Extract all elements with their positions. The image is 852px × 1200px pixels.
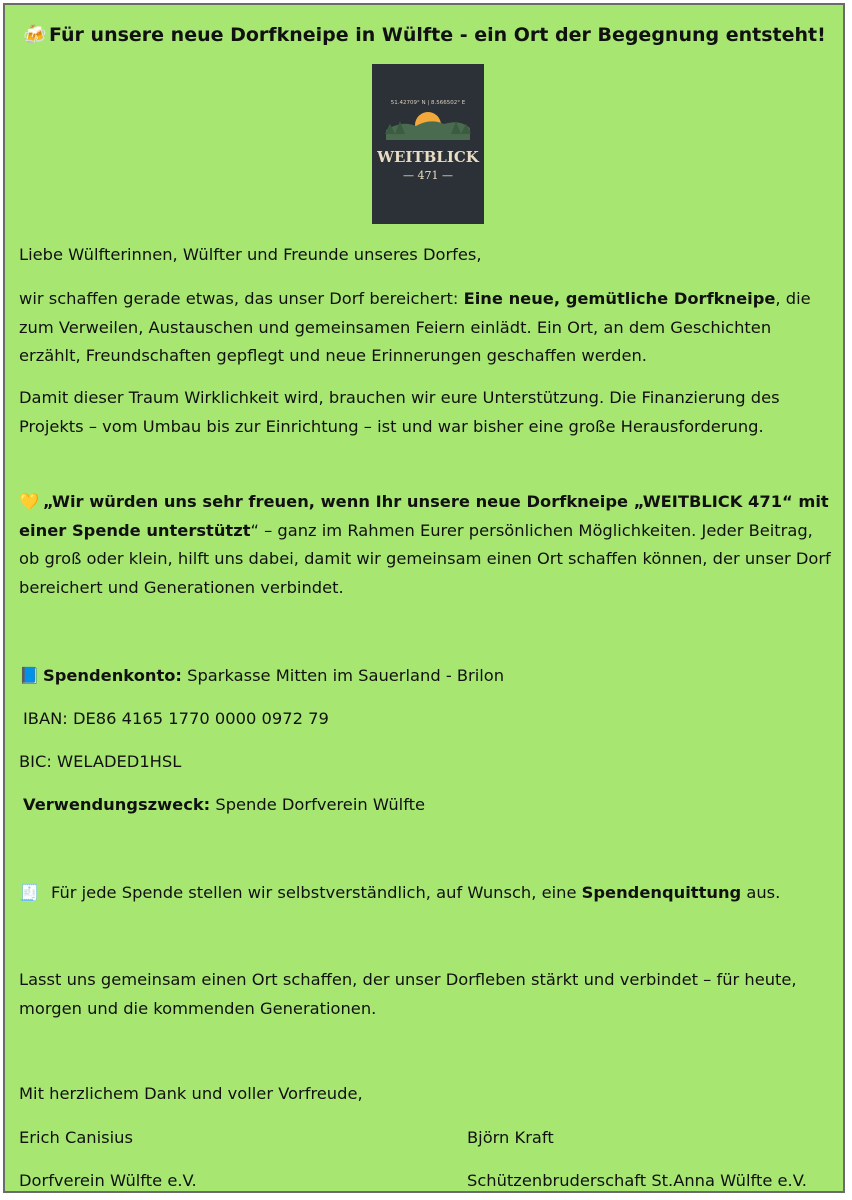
logo-name: WEITBLICK: [377, 148, 479, 166]
receipt-bold: Spendenquittung: [581, 883, 742, 902]
closing-paragraph: Lasst uns gemeinsam einen Ort schaffen, der unser Dorfleben stärkt und verbindet – für heute, morgen und die kommenden Generationen.: [19, 970, 797, 1018]
flyer-page: [3, 3, 845, 1193]
account-label: Spendenkonto:: [43, 666, 182, 685]
weitblick-logo: [372, 64, 484, 224]
book-icon: 📘: [19, 666, 40, 685]
logo-graphic: [372, 64, 484, 224]
donation-quote: „Wir würden uns sehr freuen, wenn Ihr unsere neue Dorfkneipe „WEITBLICK 471“ mit einer Spende unterstützt: [19, 492, 829, 540]
purpose-line: [23, 791, 838, 820]
receipt-line: 🧾 Für jede Spende stellen wir selbstverständlich, auf Wunsch, eine Spendenquittung aus.: [19, 879, 834, 908]
page-title: [23, 23, 833, 46]
thanks-line: Mit herzlichem Dank und voller Vorfreude,: [19, 1084, 363, 1103]
highlight-dorfkneipe: Eine neue, gemütliche Dorfkneipe: [463, 289, 776, 308]
greeting: Liebe Wülfterinnen, Wülfter und Freunde unseres Dorfes,: [19, 245, 482, 264]
bank-name: Sparkasse Mitten im Sauerland - Brilon: [181, 666, 505, 685]
title-text: Für unsere neue Dorfkneipe in Wülfte - ein Ort der Begegnung entsteht!: [49, 24, 826, 46]
yellow-heart-icon: 💛: [19, 492, 40, 511]
paragraph-donation-request: 💛 „Wir würden uns sehr freuen, wenn Ihr unsere neue Dorfkneipe „WEITBLICK 471“ mit einer Spende unterstützt“ – ganz im Rahmen Eurer persönlichen Möglichkeiten. Jeder Beitrag, ob groß oder klein, hilft uns dabei, damit wir gemeinsam einen Ort schaffen können, der unser Dorf bereichert und Generationen verbindet.: [19, 488, 834, 602]
purpose-value: Spende Dorfverein Wülfte: [210, 795, 426, 814]
logo-coords: 51.42709° N | 8.566502° E: [390, 100, 466, 106]
beer-icon: 🍻: [23, 24, 47, 46]
purpose-label: Verwendungszweck:: [23, 795, 211, 814]
signature-right-org: Schützenbruderschaft St.Anna Wülfte e.V.: [467, 1171, 807, 1190]
signature-left-org: Dorfverein Wülfte e.V.: [19, 1171, 197, 1190]
account-line: [19, 662, 834, 691]
signature-right-name: Björn Kraft: [467, 1128, 554, 1147]
paragraph-support: Damit dieser Traum Wirklichkeit wird, brauchen wir eure Unterstützung. Die Finanzierung des Projekts – vom Umbau bis zur Einrichtung – ist und war bisher eine große Herausforderung.: [19, 388, 780, 436]
paragraph-intro: wir schaffen gerade etwas, das unser Dorf bereichert: Eine neue, gemütliche Dorfkneipe, die zum Verweilen, Austauschen und gemeinsamen Feiern einlädt. Ein Ort, an dem Geschichten erzählt, Freundschaften gepflegt und neue Erinnerungen geschaffen werden.: [19, 289, 811, 365]
receipt-icon: 🧾: [19, 883, 40, 902]
iban: IBAN: DE86 4165 1770 0000 0972 79: [23, 709, 329, 728]
logo-number: — 471 —: [403, 169, 453, 182]
bic: BIC: WELADED1HSL: [19, 752, 182, 771]
signature-left-name: Erich Canisius: [19, 1128, 133, 1147]
